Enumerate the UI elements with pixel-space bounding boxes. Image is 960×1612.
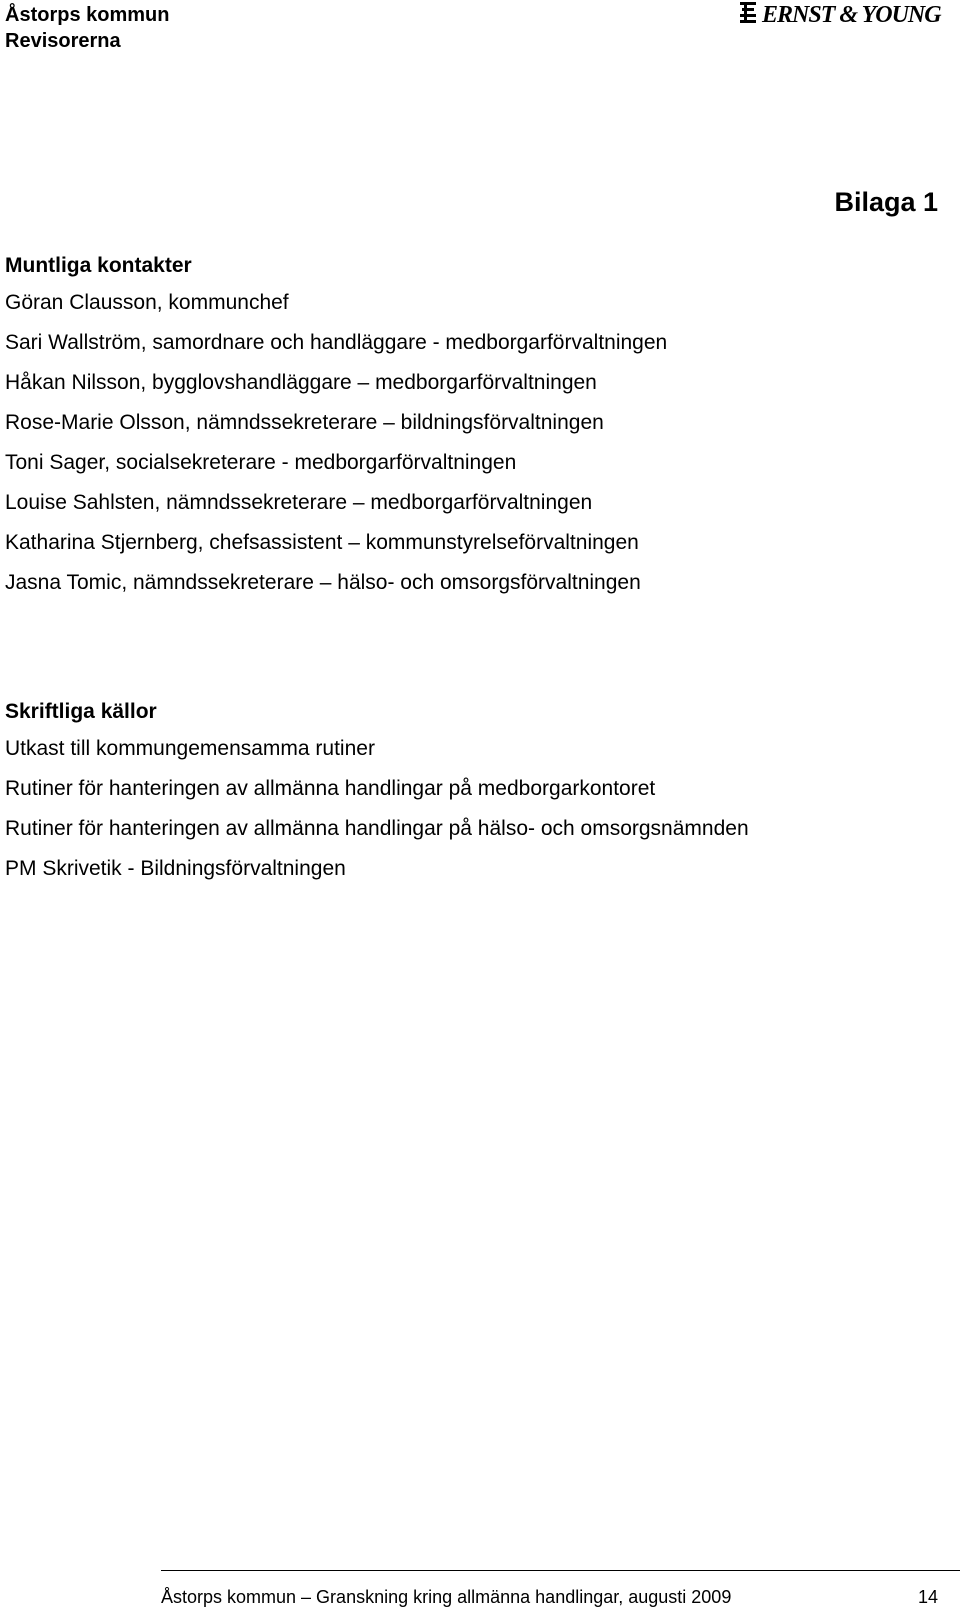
list-item: Sari Wallström, samordnare och handläggare - medborgarförvaltningen — [5, 331, 668, 354]
list-item: Rutiner för hanteringen av allmänna handlingar på hälso- och omsorgsnämnden — [5, 817, 749, 840]
list-item: Rose-Marie Olsson, nämndssekreterare – bildningsförvaltningen — [5, 411, 604, 434]
oral-contacts-list — [5, 283, 667, 603]
list-item: Katharina Stjernberg, chefsassistent – kommunstyrelseförvaltningen — [5, 531, 639, 554]
list-item: Utkast till kommungemensamma rutiner — [5, 737, 375, 760]
page-number: 14 — [917, 1587, 938, 1607]
list-item: Toni Sager, socialsekreterare - medborgarförvaltningen — [5, 451, 517, 474]
list-item: Håkan Nilsson, bygglovshandläggare – medborgarförvaltningen — [5, 371, 597, 394]
list-item: Rutiner för hanteringen av allmänna handlingar på medborgarkontoret — [5, 777, 656, 800]
footer-divider — [161, 1570, 960, 1571]
organization-name: Åstorps kommun — [5, 4, 170, 26]
footer-text: Åstorps kommun – Granskning kring allmänna handlingar, augusti 2009 — [161, 1587, 732, 1607]
list-item: Göran Clausson, kommunchef — [5, 291, 289, 314]
logo-text: ERNST & YOUNG — [762, 2, 941, 26]
ernst-young-logo — [738, 0, 956, 26]
written-sources-list — [5, 729, 749, 889]
oral-contacts-heading: Muntliga kontakter — [5, 254, 192, 277]
list-item: PM Skrivetik - Bildningsförvaltningen — [5, 857, 346, 880]
written-sources-heading: Skriftliga källor — [5, 700, 157, 723]
list-item: Jasna Tomic, nämndssekreterare – hälso- och omsorgsförvaltningen — [5, 571, 641, 594]
ey-logo-mark — [740, 2, 756, 23]
department-name: Revisorerna — [5, 30, 121, 52]
list-item: Louise Sahlsten, nämndssekreterare – medborgarförvaltningen — [5, 491, 593, 514]
appendix-label: Bilaga 1 — [834, 187, 938, 217]
